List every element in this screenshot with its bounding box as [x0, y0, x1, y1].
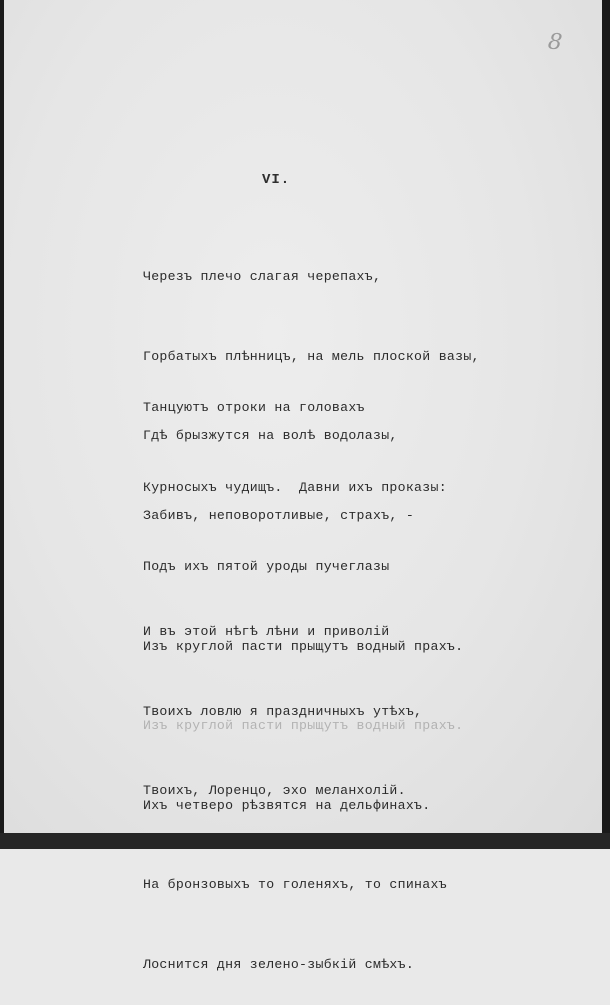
- poem-line: Черезъ плечо слагая черепахъ,: [143, 269, 382, 284]
- poem-line: Танцуютъ отроки на головахъ: [143, 400, 365, 415]
- poem-line: На бронзовыхъ то голеняхъ, то спинахъ: [143, 877, 447, 892]
- poem-line-ghost-strikeover: Изъ круглой пасти прыщутъ водный прахъ.: [143, 718, 464, 733]
- poem-line: Забивъ, неповоротливые, страхъ, -: [143, 507, 415, 523]
- poem-line: Ихъ четверо рѣзвятся на дельфинахъ.: [143, 797, 431, 813]
- poem-line: Твоихъ ловлю я праздничныхъ утѣхъ,: [143, 703, 423, 719]
- poem-line: Курносыхъ чудищъ. Давни ихъ проказы:: [143, 479, 447, 495]
- poem-line: Гдѣ брызжутся на волѣ водолазы,: [143, 428, 398, 443]
- poem-line: Подъ ихъ пятой уроды пучеглазы: [143, 559, 390, 574]
- handwritten-page-number: 8: [546, 29, 564, 56]
- poem-line: Твоихъ, Лоренцо, эхо меланхолій.: [143, 783, 406, 798]
- poem-line: Лоснится дня зелено-зыбкій смѣхъ.: [143, 956, 415, 972]
- poem-line: И въ этой нѣгѣ лѣни и приволій: [143, 624, 390, 639]
- stanza-3: [143, 566, 422, 831]
- poem-line: Горбатыхъ плѣнницъ, на мель плоской вазы,: [143, 348, 480, 364]
- poem-line: Изъ круглой пасти прыщутъ водный прахъ.: [143, 638, 464, 654]
- section-numeral: VI.: [262, 172, 291, 188]
